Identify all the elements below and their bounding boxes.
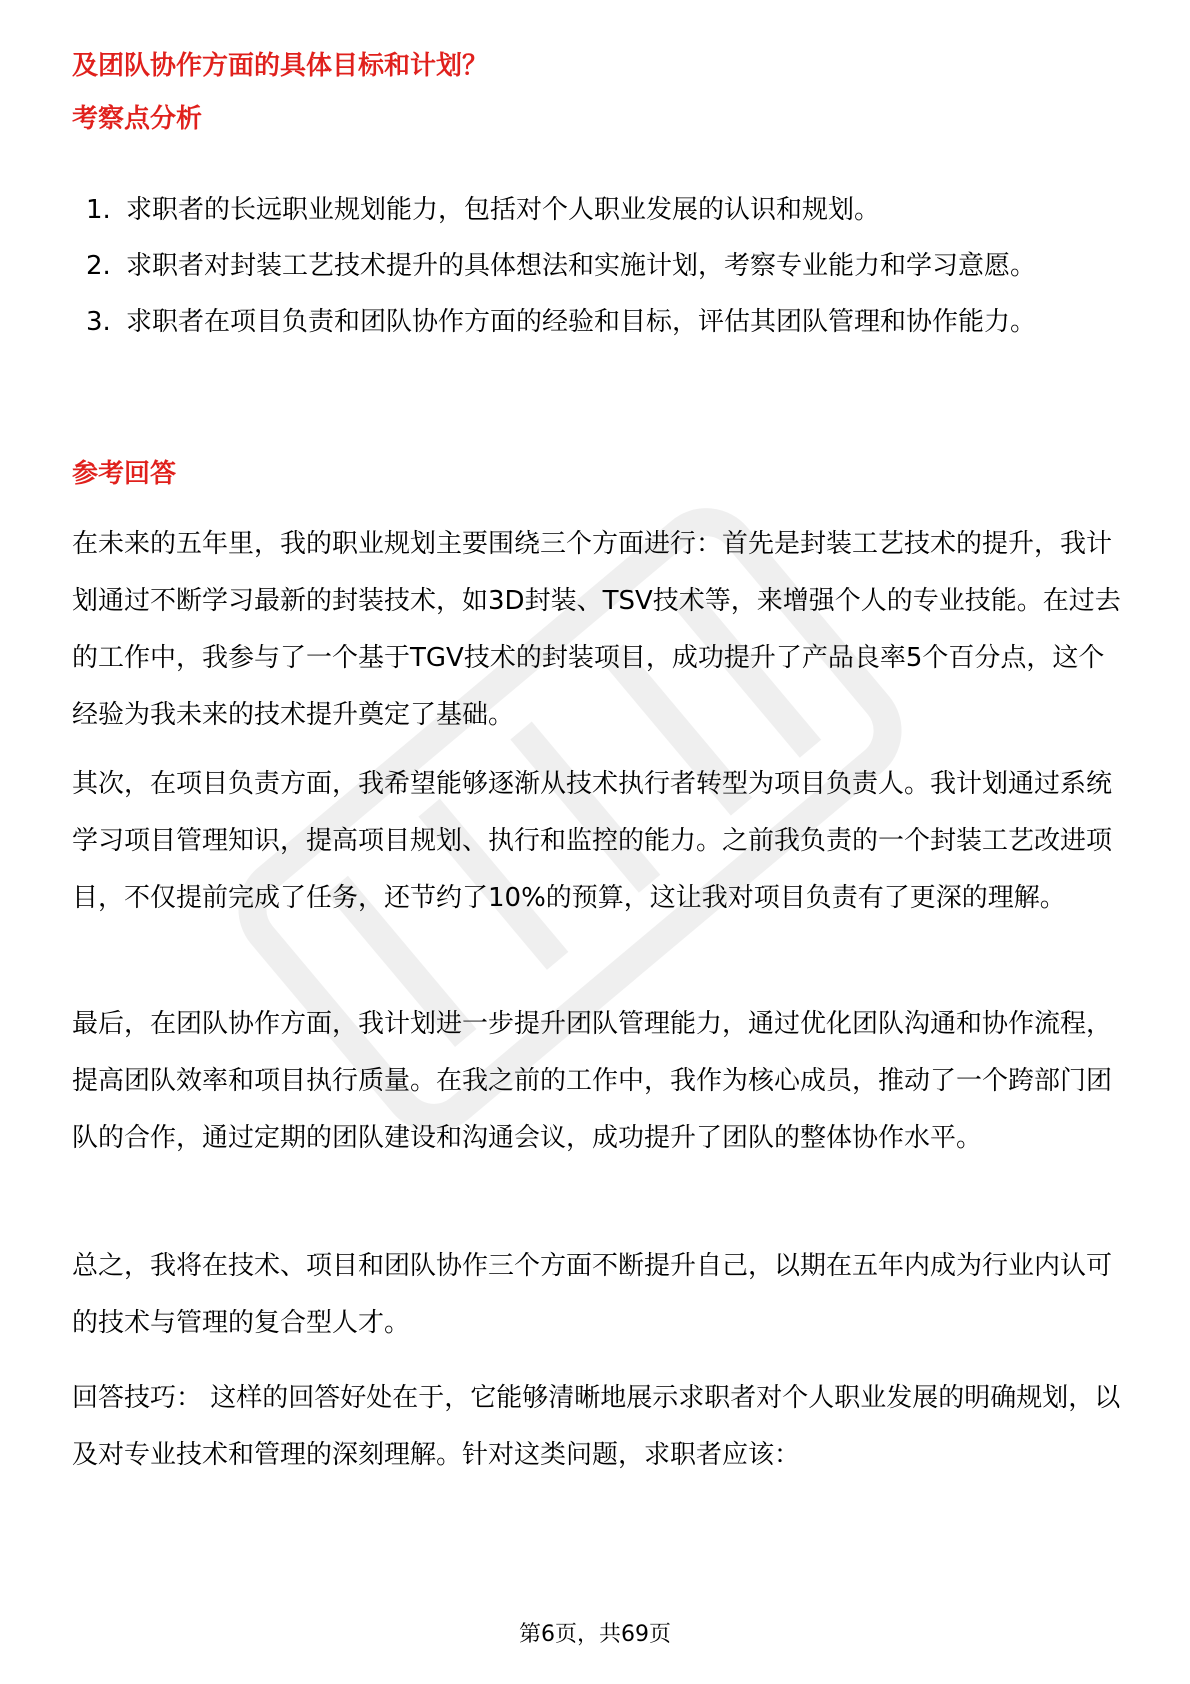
answer-paragraph-1: 在未来的五年里，我的职业规划主要围绕三个方面进行：首先是封装工艺技术的提升，我计划通过不断学习最新的封装技术，如3D封装、TSV技术等，来增强个人的专业技能。在过去的工作中，我参与了一个基于TGV技术的封装项目，成功提升了产品良率5个百分点，这个经验为我未来的技术提升奠定了基础。	[72, 529, 1121, 730]
analysis-list	[72, 182, 1122, 350]
answer-tips-paragraph: 回答技巧： 这样的回答好处在于，它能够清晰地展示求职者对个人职业发展的明确规划，以及对专业技术和管理的深刻理解。针对这类问题，求职者应该：	[72, 1383, 1121, 1470]
list-item-text: 求职者对封装工艺技术提升的具体想法和实施计划，考察专业能力和学习意愿。	[126, 251, 1037, 281]
list-item-number: 1.	[86, 195, 111, 225]
list-item-number: 3.	[86, 307, 111, 337]
list-item	[72, 294, 1122, 350]
answer-heading: 参考回答	[72, 459, 177, 489]
answer-paragraph-4: 总之，我将在技术、项目和团队协作三个方面不断提升自己，以期在五年内成为行业内认可的技术与管理的复合型人才。	[72, 1251, 1113, 1338]
answer-paragraph-3: 最后，在团队协作方面，我计划进一步提升团队管理能力，通过优化团队沟通和协作流程，提高团队效率和项目执行质量。在我之前的工作中，我作为核心成员，推动了一个跨部门团队的合作，通过定期的团队建设和沟通会议，成功提升了团队的整体协作水平。	[72, 1009, 1113, 1153]
answer-paragraph-2: 其次，在项目负责方面，我希望能够逐渐从技术执行者转型为项目负责人。我计划通过系统学习项目管理知识，提高项目规划、执行和监控的能力。之前我负责的一个封装工艺改进项目，不仅提前完成了任务，还节约了10%的预算，这让我对项目负责有了更深的理解。	[72, 769, 1113, 913]
list-item-text: 求职者的长远职业规划能力，包括对个人职业发展的认识和规划。	[126, 195, 881, 225]
list-item	[72, 182, 1122, 238]
page-number: 第6页，共69页	[519, 1622, 671, 1647]
list-item-text: 求职者在项目负责和团队协作方面的经验和目标，评估其团队管理和协作能力。	[126, 307, 1037, 337]
question-tail: 及团队协作方面的具体目标和计划？	[72, 51, 489, 81]
list-item	[72, 238, 1122, 294]
analysis-heading: 考察点分析	[72, 104, 203, 134]
list-item-number: 2.	[86, 251, 111, 281]
